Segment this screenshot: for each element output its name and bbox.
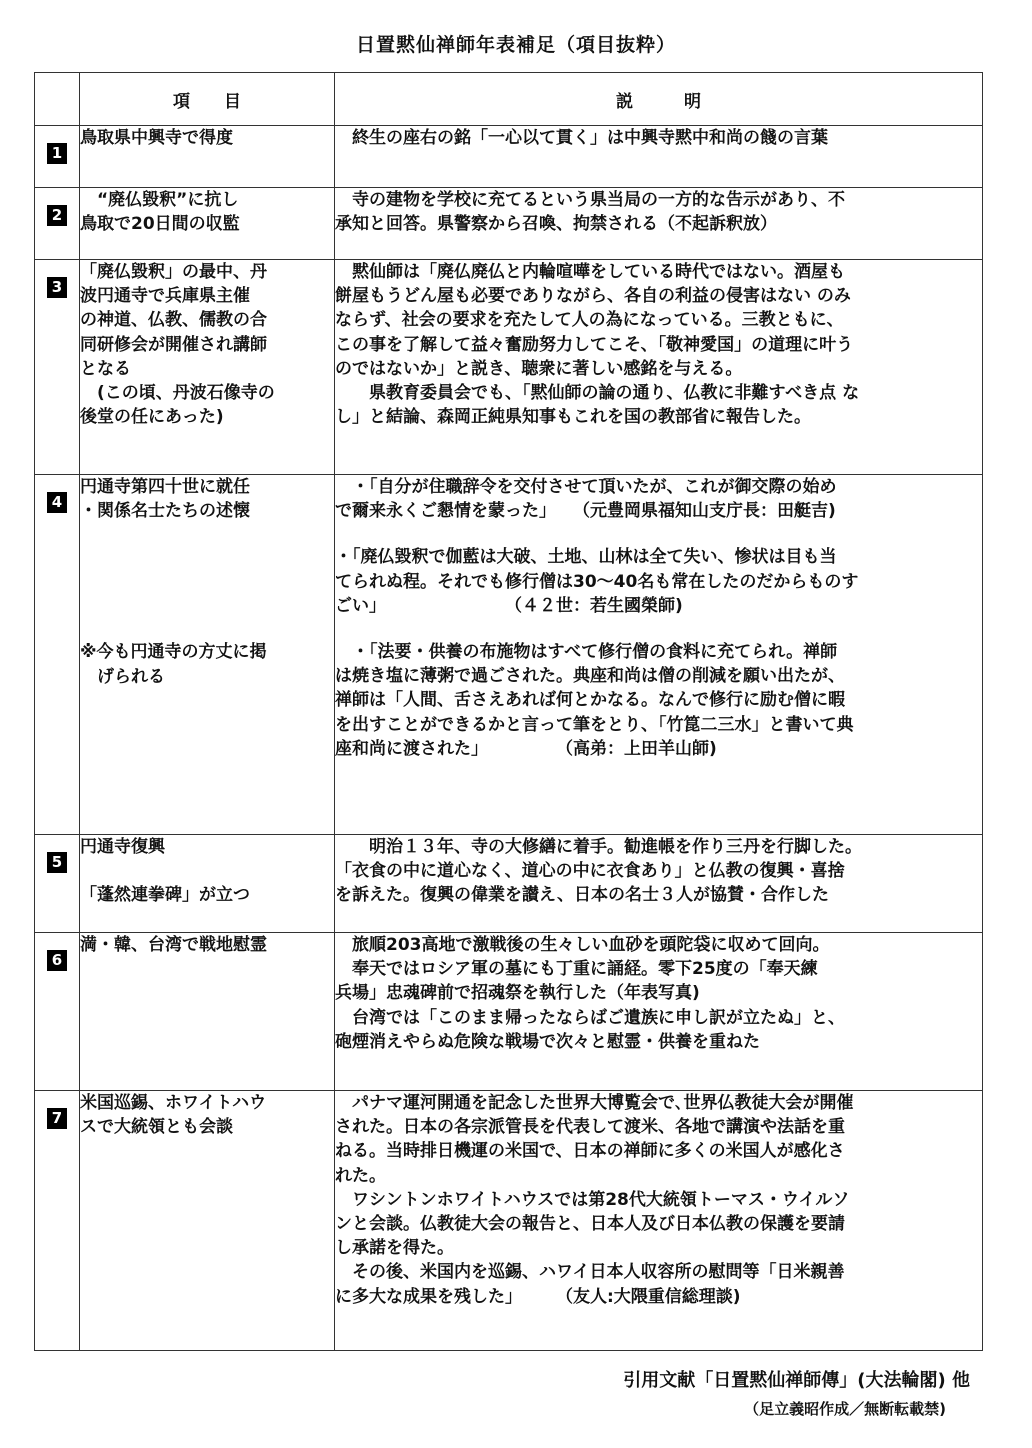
row-number-cell — [35, 475, 80, 835]
row-number-badge: 7 — [47, 1108, 67, 1129]
row-item-cell — [80, 933, 335, 1091]
row-item-cell — [80, 188, 335, 260]
item-text: スで大統領とも会談 — [80, 1117, 233, 1138]
row-number-cell — [35, 126, 80, 188]
row-item-cell — [80, 475, 335, 835]
description-text: 餅屋もうどん屋も必要でありながら、各自の利益の侵害はない のみ — [335, 286, 851, 307]
description-text: 終生の座右の銘「一心以て貫く」は中興寺黙中和尚の餞の言葉 — [335, 128, 828, 148]
item-note: 「蓬然連拳碑」が立つ — [80, 885, 250, 906]
quote-text: 座和尚に渡された」 （高弟：上田羊山師) — [335, 738, 717, 759]
quote-text: ・「法要・供養の布施物はすべて修行僧の食料に充てられ。禅師 — [335, 642, 838, 663]
row-number-cell — [35, 835, 80, 933]
description-text: し」と結論、森岡正純県知事もこれを国の教部省に報告した。 — [335, 407, 811, 428]
item-text: 同研修会が開催され講師 — [80, 334, 267, 355]
quote-text: は焼き塩に薄粥で過ごされた。典座和尚は僧の削減を願い出たが、 — [335, 666, 845, 687]
item-note: げられる — [80, 666, 165, 687]
row-item-cell — [80, 1091, 335, 1351]
item-text: の神道、仏教、儒教の合 — [80, 310, 267, 331]
row-number-badge: 4 — [47, 492, 67, 513]
quote-text: を出すことができるかと言って筆をとり、「竹箟二三水」と書いて典 — [335, 714, 854, 735]
description-text: 砲煙消えやらぬ危険な戦場で次々と慰霊・供養を重ねた — [335, 1031, 760, 1052]
item-text: となる — [80, 358, 131, 379]
item-column-header: 項 目 — [80, 73, 335, 126]
item-text: 米国巡錫、ホワイトハウ — [80, 1093, 267, 1113]
row-item-cell — [80, 260, 335, 475]
row-description-cell — [335, 475, 983, 835]
table-header-row — [35, 73, 983, 126]
row-item-cell — [80, 835, 335, 933]
description-text: し承諾を得た。 — [335, 1238, 454, 1259]
description-text: ならず、社会の要求を充たして人の為になっている。三教ともに、 — [335, 310, 844, 331]
row-number-cell — [35, 1091, 80, 1351]
description-text: 寺の建物を学校に充てるという県当局の一方的な告示があり、不 — [335, 190, 845, 210]
description-text: のではないか」と説き、聴衆に著しい感銘を与える。 — [335, 358, 743, 379]
table-row — [35, 1091, 983, 1351]
item-text: 円通寺復興 — [80, 837, 165, 857]
item-text: 波円通寺で兵庫県主催 — [80, 286, 250, 307]
row-description-cell — [335, 126, 983, 188]
row-item-cell — [80, 126, 335, 188]
table-row — [35, 188, 983, 260]
description-text: この事を了解して益々奮励努力してこそ、「敬神愛国」の道理に叶う — [335, 334, 854, 355]
quote-text: てられぬ程。それでも修行僧は30～40名も常在したのだからものす — [335, 571, 859, 592]
row-number-badge: 2 — [47, 205, 67, 226]
description-text: を訴えた。復興の偉業を讃え、日本の名士３人が協賛・合作した — [335, 885, 830, 906]
item-text: 鳥取で20日間の収監 — [80, 214, 240, 235]
description-text: 明治１３年、寺の大修繕に着手。勧進帳を作り三丹を行脚した。 — [335, 837, 862, 857]
citation-footer: 引用文献「日置黙仙禅師傳」(大法輪閣) 他 — [623, 1370, 970, 1391]
row-description-cell — [335, 1091, 983, 1351]
table-row — [35, 260, 983, 475]
description-text: ンと会談。仏教徒大会の報告と、日本人及び日本仏教の保護を要請 — [335, 1214, 845, 1235]
quote-text: 禅師は「人間、舌さえあれば何とかなる。なんで修行に励む僧に暇 — [335, 690, 845, 711]
description-text: れた。 — [335, 1165, 386, 1186]
row-number-cell — [35, 188, 80, 260]
item-text: 後堂の任にあった) — [80, 407, 224, 428]
description-text: パナマ運河開通を記念した世界大博覧会で､世界仏教徒大会が開催 — [335, 1093, 854, 1113]
item-text: 満・韓、台湾で戦地慰霊 — [80, 935, 267, 955]
item-text: 鳥取県中興寺で得度 — [80, 128, 233, 148]
description-text: 「衣食の中に道心なく、道心の中に衣食あり」と仏教の復興・喜捨 — [335, 861, 845, 882]
item-text: “廃仏毀釈”に抗し — [80, 190, 239, 210]
quote-text: ・「廃仏毀釈で伽藍は大破、土地、山林は全て失い、惨状は目も当 — [335, 547, 837, 568]
number-column-header — [35, 73, 80, 126]
item-note: ※今も円通寺の方丈に掲 — [80, 642, 267, 663]
quote-text: ごい」 （４２世：若生國榮師) — [335, 595, 683, 616]
row-description-cell — [335, 260, 983, 475]
table-row — [35, 475, 983, 835]
description-text: 兵場」忠魂碑前で招魂祭を執行した（年表写真) — [335, 983, 700, 1004]
row-description-cell — [335, 933, 983, 1091]
row-number-cell — [35, 933, 80, 1091]
item-text: ・関係名士たちの述懐 — [80, 501, 250, 522]
row-number-badge: 6 — [47, 950, 67, 971]
description-text: 台湾では「このまま帰ったならばご遺族に申し訳が立たぬ」と、 — [335, 1007, 845, 1028]
item-text: 円通寺第四十世に就任 — [80, 477, 250, 497]
row-number-cell — [35, 260, 80, 475]
item-text: 「廃仏毀釈」の最中、丹 — [80, 262, 267, 282]
quote-text: で爾来永くご懇情を蒙った」 （元豊岡県福知山支庁長：田艇吉) — [335, 501, 836, 522]
table-row — [35, 835, 983, 933]
description-text: に多大な成果を残した」 （友人:大隈重信総理談) — [335, 1286, 741, 1307]
description-text: 奉天ではロシア軍の墓にも丁重に誦経。零下25度の「奉天練 — [335, 959, 818, 980]
row-number-badge: 5 — [47, 852, 67, 873]
description-text: された。日本の各宗派管長を代表して渡米、各地で講演や法話を重 — [335, 1117, 845, 1138]
description-text: 黙仙師は「廃仏廃仏と内輪喧嘩をしている時代ではない。酒屋も — [335, 262, 845, 282]
credit-footer: （足立義昭作成／無断転載禁) — [744, 1400, 946, 1418]
timeline-table — [34, 72, 983, 1351]
document-title: 日置黙仙禅師年表補足（項目抜粋） — [355, 34, 676, 56]
item-text: (この頃、丹波石像寺の — [80, 383, 275, 404]
row-number-badge: 3 — [47, 277, 67, 298]
description-text: ねる。当時排日機運の米国で、日本の禅師に多くの米国人が感化さ — [335, 1141, 845, 1162]
description-text: その後、米国内を巡錫、ハワイ日本人収容所の慰問等「日米親善 — [335, 1262, 845, 1283]
row-description-cell — [335, 188, 983, 260]
table-row — [35, 933, 983, 1091]
row-description-cell — [335, 835, 983, 933]
description-text: 県教育委員会でも、「黙仙師の論の通り、仏教に非難すべき点 な — [335, 383, 860, 404]
description-text: 旅順203高地で激戦後の生々しい血砂を頭陀袋に収めて回向。 — [335, 935, 830, 955]
quote-text: ・「自分が住職辞令を交付させて頂いたが、これが御交際の始め — [335, 477, 837, 497]
table-row — [35, 126, 983, 188]
description-text: ワシントンホワイトハウスでは第28代大統領トーマス・ウイルソ — [335, 1189, 850, 1210]
description-column-header: 説 明 — [335, 73, 983, 126]
row-number-badge: 1 — [47, 143, 67, 164]
description-text: 承知と回答。県警察から召喚、拘禁される（不起訴釈放） — [335, 214, 777, 235]
